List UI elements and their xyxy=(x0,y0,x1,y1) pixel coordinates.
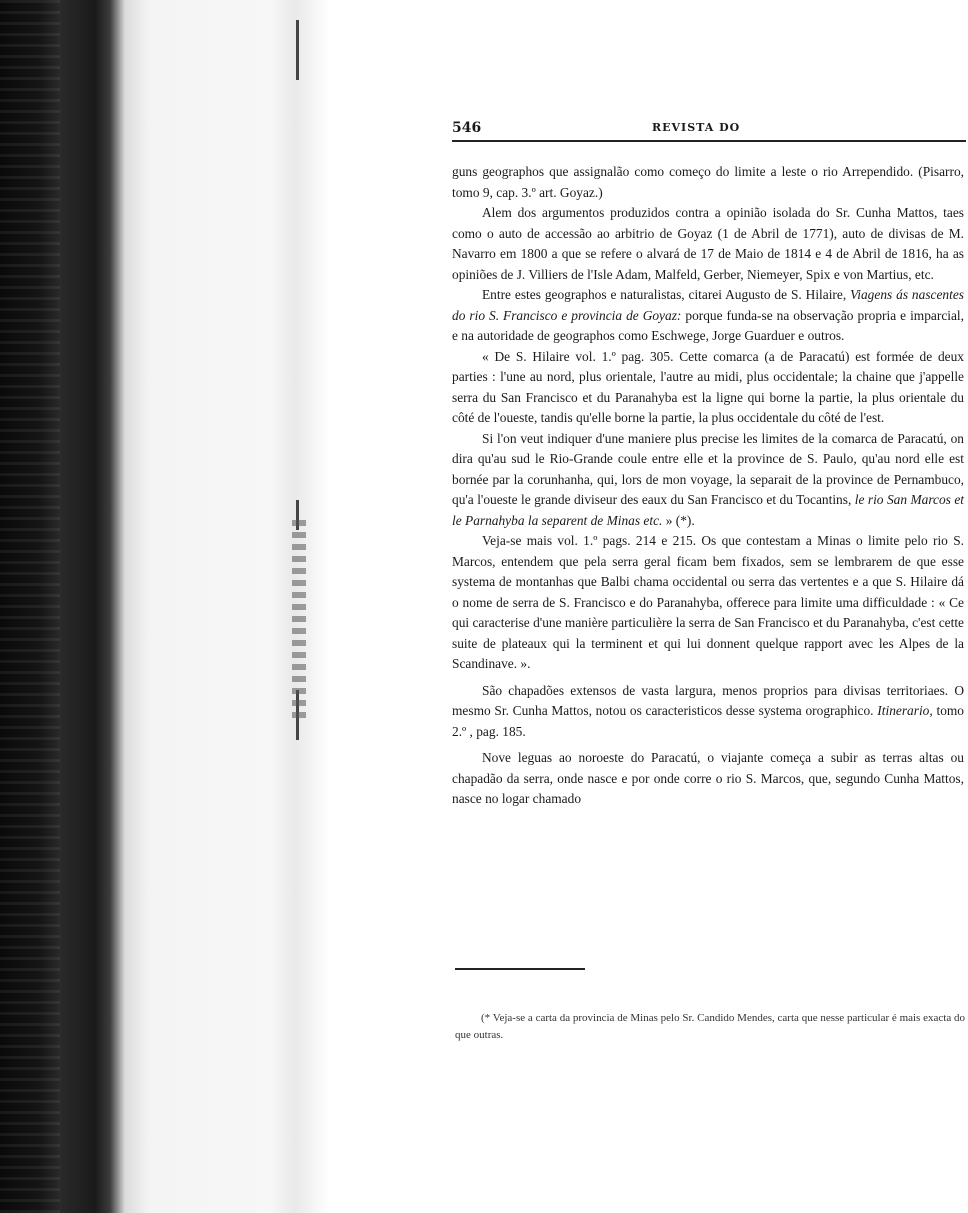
book-gutter xyxy=(0,0,330,1213)
paragraph-7 xyxy=(452,681,964,743)
page-number: 546 xyxy=(452,120,482,136)
spine-stamp xyxy=(292,520,306,720)
paragraph-8: Nove leguas ao noroeste do Paracatú, o viajante começa a subir as terras altas ou chapadão da serra, onde nasce e por onde corre o rio S. Marcos, que, segundo Cunha Mattos, nasce no logar chamado xyxy=(452,750,964,806)
itinerario-citation: Itinerario, xyxy=(877,703,933,718)
footnote-rule xyxy=(455,968,585,970)
paragraph-3 xyxy=(452,285,964,347)
paragraph-1: guns geographos que assignalão como começo do limite a leste o rio Arrependido. (Pisarro, tomo 9, cap. 3.º art. Goyaz.) xyxy=(452,164,964,200)
page-header xyxy=(452,118,966,142)
paragraph-2: Alem dos argumentos produzidos contra a opinião isolada do Sr. Cunha Mattos, taes como o auto de accessão ao arbitrio de Goyaz (1 de Abril de 1771), auto de divisas de M. Navarro em 1800 a que se refere o alvará de 17 de Maio de 1814 e 4 de Abril de 1816, ha as opiniões de J. Villiers de l'Isle Adam, Malfeld, Gerber, Niemeyer, Spix e von Martius, etc. xyxy=(452,205,964,282)
paragraph-5-italic: le rio San Marcos et le Parnahyba la separent de Minas etc. xyxy=(452,492,964,528)
paragraph-5-text-end: » (*). xyxy=(665,512,695,528)
paragraph-5-text: Si l'on veut indiquer d'une maniere plus precise les limites de la comarca de Paracatú, on dira qu'au sud le Rio-Grande coule entre elle et la province de S. Paulo, qu'au nord elle est bornée par la corunhanha, qui, lors de mon voyage, la separait de la province de Pernambuco, qu'a l'oueste le grande diviseur des eaux du San Francisco et du Tocantins, xyxy=(452,430,964,507)
paragraph-3-text-end: porque funda-se na observação propria e imparcial, e na autoridade de geographos como Eschwege, Jorge Guarduer e outros. xyxy=(452,307,964,343)
spine-crease-top xyxy=(296,20,299,80)
book-title-citation: Viagens ás nascentes do rio S. Francisco e provincia de Goyaz: xyxy=(452,287,964,323)
running-head: REVISTA DO xyxy=(652,121,741,134)
paragraph-3-text: Entre estes geographos e naturalistas, citarei Augusto de S. Hilaire, xyxy=(482,287,847,302)
footnote: (* Veja-se a carta da provincia de Minas pelo Sr. Candido Mendes, carta que nesse particular é mais exacta do que outras. xyxy=(455,1012,965,1041)
paragraph-7-text: São chapadões extensos de vasta largura, menos proprios para divisas territoriaes. O mesmo Sr. Cunha Mattos, notou os caracteristicos desse systema orographico. xyxy=(452,682,964,718)
paragraph-4: « De S. Hilaire vol. 1.º pag. 305. Cette comarca (a de Paracatú) est formée de deux parties : l'une au nord, plus orientale, l'autre au midi, plus occidentale; la chaine que j'appelle serra du San Francisco et du Paranahyba est la ligne qui borne la partie, la plus orientale du côté de l'oueste, tandis qu'elle borne la partie, la plus occidentale du côté de l'est. xyxy=(452,348,964,425)
paragraph-5 xyxy=(452,429,964,532)
paragraph-7-text-end: tomo 2.º , pag. 185. xyxy=(452,703,964,739)
body-text xyxy=(452,162,964,810)
paragraph-6: Veja-se mais vol. 1.º pags. 214 e 215. Os que contestam a Minas o limite pelo rio S. Marcos, entendem que pela serra geral ficam bem fixados, sem se lembrarem de que esse systema de montanhas que Balbi chama occidental ou serra das vertentes e a que S. Hilaire dá o nome de serra de S. Francisco e do Paranahyba, offerece para limite uma difficuldade : « Ce qui caracterise d'une manière particulière la serra de San Francisco et du Paranahyba, c'est cette suite de plateaux qui la terminent et qui lui donnent quelque rapport avec les Alpes de la Scandinave. ». xyxy=(452,533,964,671)
